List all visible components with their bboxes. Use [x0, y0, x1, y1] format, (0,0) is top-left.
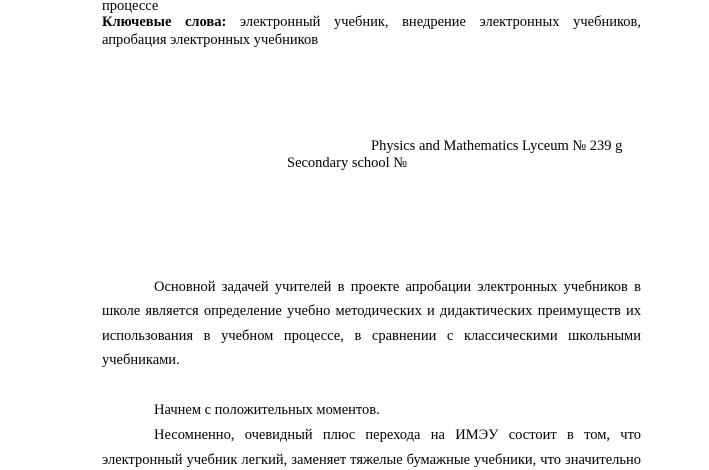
affiliation-line-2: Secondary school № [287, 155, 408, 171]
paragraph3-line-2: электронный учебник легкий, заменяет тяжелые бумажные учебники, что значительно [102, 452, 641, 468]
keywords-text-1: электронный учебник, внедрение электронных учебников, [239, 14, 642, 30]
keywords-line-2: апробация электронных учебников [102, 32, 319, 48]
paragraph1-line-2: школе является определение учебно методических и дидактических преимуществ их [102, 303, 641, 319]
paragraph2: Начнем с положительных моментов. [154, 402, 380, 418]
affiliation-line-1: Physics and Mathematics Lyceum № 239 g [371, 138, 623, 154]
paragraph3-line-1: Несомненно, очевидный плюс перехода на ИМЭУ состоит в том, что [154, 427, 641, 443]
keywords-line-1 [102, 14, 641, 30]
paragraph1-line-3: использования в учебном процессе, в сравнении с классическими школьными [102, 328, 641, 344]
paragraph1-line-4: учебниками. [102, 352, 180, 368]
paragraph1-line-1: Основной задачей учителей в проекте апробации электронных учебников в [154, 279, 641, 295]
keywords-label: Ключевые слова: [102, 14, 227, 30]
top-fragment: процессе [102, 0, 159, 14]
